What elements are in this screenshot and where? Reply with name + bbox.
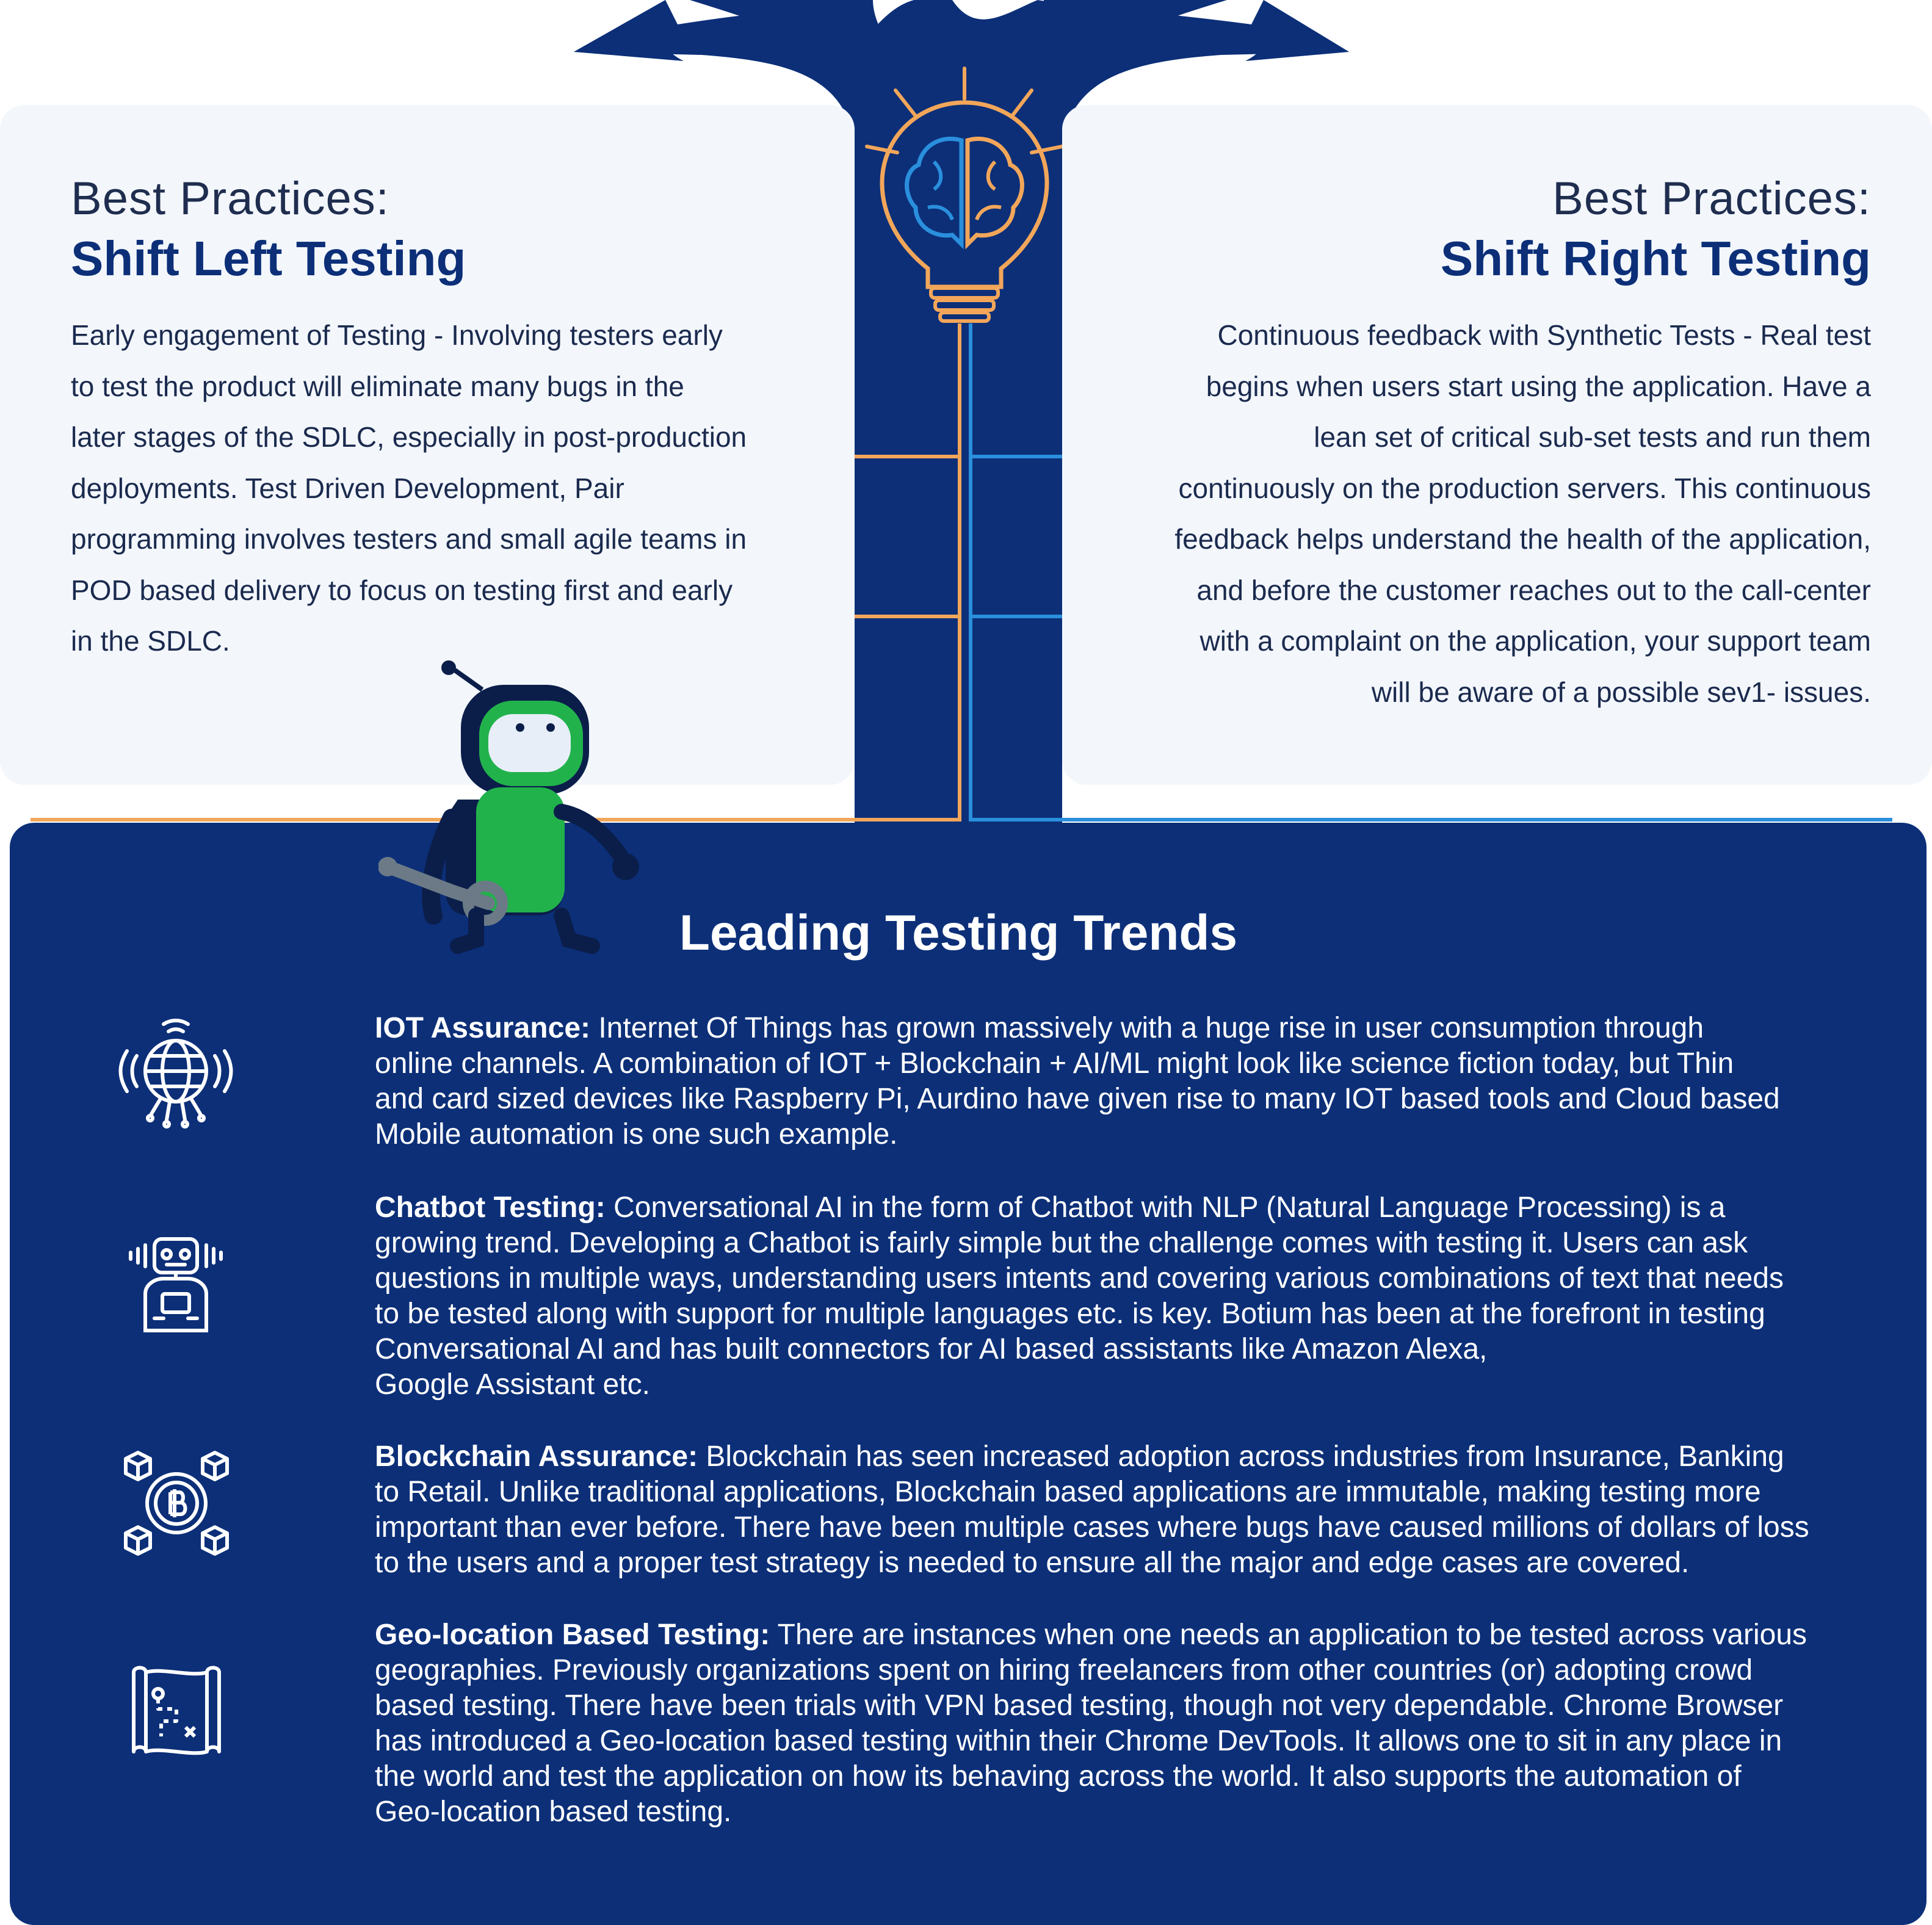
left-body-line: programming involves testers and small agile teams in: [71, 523, 747, 555]
left-body-line: POD based delivery to focus on testing first and early: [71, 574, 733, 606]
right-heading-prefix: Best Practices:: [1552, 173, 1871, 225]
trend-line: important than ever before. There have been multiple cases where bugs have caused millions of dollars of loss: [375, 1511, 1809, 1544]
trend-line: online channels. A combination of IOT + Blockchain + AI/ML might look like science fiction today, but Thin: [375, 1047, 1734, 1080]
right-body-line: with a complaint on the application, your support team: [1199, 625, 1871, 657]
trend-line: questions in multiple ways, understanding users intents and covering various combinations of text that needs: [375, 1262, 1784, 1295]
trend-line: geographies. Previously organizations spent on hiring freelancers from other countries (or) adopting crowd: [375, 1654, 1753, 1686]
right-body-line: will be aware of a possible sev1- issues.: [1371, 676, 1871, 708]
blockchain-bitcoin-icon: [120, 1446, 233, 1560]
trend-line: Conversational AI in the form of Chatbot with NLP (Natural Language Processing) is a: [605, 1191, 1726, 1224]
trend-line: Internet Of Things has grown massively with a huge rise in user consumption through: [590, 1012, 1704, 1044]
left-body-line: to test the product will eliminate many bugs in the: [71, 370, 684, 402]
left-body-line: deployments. Test Driven Development, Pair: [71, 472, 624, 504]
right-body-line: feedback helps understand the health of the application,: [1174, 523, 1871, 555]
trend-line: There are instances when one needs an application to be tested across various: [770, 1619, 1807, 1651]
left-heading-title: Shift Left Testing: [71, 231, 466, 286]
right-body-line: Continuous feedback with Synthetic Tests - Real test: [1217, 319, 1871, 351]
right-body-line: and before the customer reaches out to the call-center: [1196, 574, 1871, 606]
trends-title: Leading Testing Trends: [679, 905, 1238, 961]
left-body-line: later stages of the SDLC, especially in post-production: [71, 421, 747, 453]
chatbot-robot-icon: [121, 1227, 231, 1337]
trend-line: the world and test the application on how its behaving across the world. It also supports the automation of: [375, 1760, 1742, 1793]
right-body-line: begins when users start using the application. Have a: [1206, 370, 1871, 402]
trend-heading: Geo-location Based Testing:: [375, 1619, 770, 1651]
trend-iot-assurance: [375, 1011, 1858, 1152]
trend-line: to the users and a proper test strategy is needed to ensure all the major and edge cases are covered.: [375, 1547, 1690, 1579]
left-heading-prefix: Best Practices:: [71, 173, 389, 225]
trend-line: has introduced a Geo-location based testing within their Chrome DevTools. It allows one to sit in any place in: [375, 1725, 1782, 1757]
trend-line: and card sized devices like Raspberry Pi, Aurdino have given rise to many IOT based tools and Cloud based: [375, 1083, 1780, 1115]
right-body: [1065, 310, 1871, 718]
trend-line: to be tested along with support for multiple languages etc. is key. Botium has been at the forefront in testing: [375, 1298, 1765, 1330]
left-body: [71, 310, 834, 667]
left-body-line: in the SDLC.: [71, 625, 230, 657]
trend-line: Google Assistant etc.: [375, 1368, 650, 1401]
right-body-line: lean set of critical sub-set tests and run them: [1314, 421, 1871, 453]
trend-heading: Blockchain Assurance:: [375, 1440, 698, 1473]
right-body-line: continuously on the production servers. This continuous: [1178, 472, 1871, 504]
trend-heading: Chatbot Testing:: [375, 1191, 606, 1224]
trend-line: to Retail. Unlike traditional applications, Blockchain based applications are immutable, making testing more: [375, 1476, 1761, 1508]
trend-line: based testing. There have been trials with VPN based testing, though not very dependable. Chrome Browser: [375, 1689, 1784, 1722]
iot-globe-icon: [115, 1013, 237, 1135]
trend-blockchain-assurance: [375, 1439, 1858, 1581]
trend-line: Mobile automation is one such example.: [375, 1118, 898, 1150]
trend-geo-location-testing: [375, 1617, 1858, 1830]
geo-map-icon: [125, 1660, 228, 1758]
trend-heading: IOT Assurance:: [375, 1012, 590, 1044]
trend-chatbot-testing: [375, 1190, 1858, 1403]
trend-line: growing trend. Developing a Chatbot is fairly simple but the challenge comes with testing it. Users can ask: [375, 1227, 1748, 1259]
right-heading-title: Shift Right Testing: [1440, 231, 1871, 286]
left-body-line: Early engagement of Testing - Involving testers early: [71, 319, 723, 351]
trend-line: Blockchain has seen increased adoption across industries from Insurance, Banking: [698, 1440, 1784, 1473]
trend-line: Conversational AI and has built connectors for AI based assistants like Amazon Alexa,: [375, 1333, 1488, 1365]
trend-line: Geo-location based testing.: [375, 1796, 732, 1828]
